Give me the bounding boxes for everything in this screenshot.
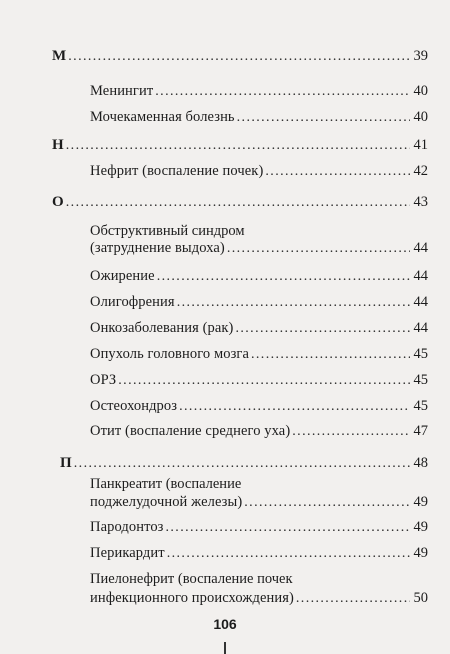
page-ref: 49 [413,519,428,535]
entry-title: инфекционного происхождения) [90,590,294,606]
toc-entry [90,163,428,180]
page-ref: 49 [413,494,428,510]
section-letter: П [60,455,72,471]
dot-leader [66,195,410,211]
entry-title: Пародонтоз [90,519,164,535]
toc-entry [90,346,428,363]
entry-title: Менингит [90,83,154,99]
toc-entry [90,240,428,257]
dot-leader [118,373,409,389]
dot-leader [157,269,410,285]
entry-title: Перикардит [90,545,165,561]
page-ref: 48 [413,455,428,471]
toc-entry [90,268,428,285]
section-letter: О [52,194,64,210]
page-ref: 40 [413,109,428,125]
page-ref: 41 [413,137,428,153]
dot-leader [177,295,410,311]
page-ref: 44 [413,240,428,256]
page-ref: 39 [413,48,428,64]
page-ref: 44 [413,268,428,284]
dot-leader [237,110,410,126]
toc-entry [90,83,428,100]
binding-mark [224,642,226,654]
page-number: 106 [213,616,237,632]
entry-title-line1: Панкреатит (воспаление [90,476,242,492]
page-ref: 45 [413,372,428,388]
page-ref: 47 [413,423,428,439]
toc-section-p [60,455,428,472]
toc-entry [90,519,428,536]
dot-leader [244,495,409,511]
page-ref: 44 [413,294,428,310]
entry-title: ОРЗ [90,372,117,388]
dot-leader [296,591,410,607]
section-letter: Н [52,137,64,153]
dot-leader [68,49,409,65]
toc-section-m [52,48,428,65]
dot-leader [265,164,409,180]
page-ref: 50 [413,590,428,606]
page-ref: 49 [413,545,428,561]
toc-entry [90,545,428,562]
entry-title: Олигофрения [90,294,175,310]
dot-leader [66,138,410,154]
entry-title-line1: Обструктивный синдром [90,223,245,239]
page-ref: 45 [413,398,428,414]
entry-title: Опухоль головного мозга [90,346,249,362]
page-ref: 42 [413,163,428,179]
toc-section-n [52,137,428,154]
entry-title: Ожирение [90,268,155,284]
entry-title: Мочекаменная болезнь [90,109,235,125]
section-letter: М [52,48,67,64]
page-ref: 43 [413,194,428,210]
toc-entry [90,494,428,511]
toc-entry [90,372,428,389]
entry-title: Нефрит (воспаление почек) [90,163,264,179]
dot-leader [292,424,409,440]
dot-leader [235,321,409,337]
toc-entry [90,320,428,337]
dot-leader [227,241,410,257]
page-ref: 40 [413,83,428,99]
dot-leader [155,84,409,100]
page-ref: 45 [413,346,428,362]
dot-leader [179,399,409,415]
toc-entry [90,294,428,311]
entry-title: Отит (воспаление среднего уха) [90,423,291,439]
toc-entry [90,109,428,126]
toc-section-o [52,194,428,211]
dot-leader [74,456,410,472]
dot-leader [166,520,410,536]
toc-entry [90,398,428,415]
entry-title: (затруднение выдоха) [90,240,225,256]
page-ref: 44 [413,320,428,336]
entry-title: Онкозаболевания (рак) [90,320,234,336]
entry-title: поджелудочной железы) [90,494,243,510]
toc-entry [90,423,428,440]
entry-title-line1: Пиелонефрит (воспаление почек [90,571,293,587]
dot-leader [167,546,410,562]
entry-title: Остеохондроз [90,398,178,414]
toc-entry [90,590,428,607]
dot-leader [251,347,410,363]
